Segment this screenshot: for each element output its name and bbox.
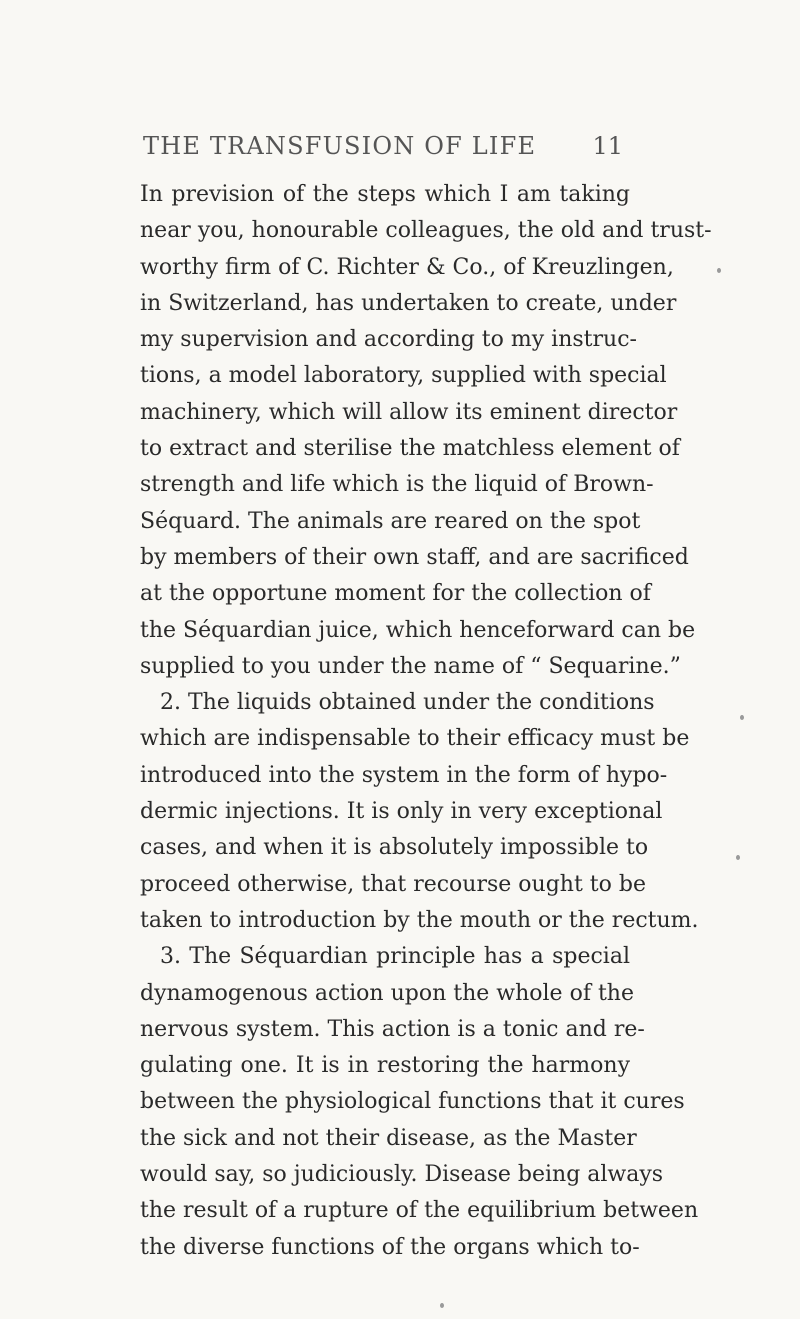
paper-speck bbox=[440, 1303, 444, 1308]
paragraph-3-start: 3. The Séquardian principle has a special bbox=[160, 944, 630, 970]
text-line: which are indispensable to their efficacy must be bbox=[140, 726, 690, 752]
paper-speck bbox=[717, 268, 721, 273]
paper-speck bbox=[740, 715, 744, 720]
running-title: THE TRANSFUSION OF LIFE bbox=[143, 132, 537, 160]
text-line: dermic injections. It is only in very exceptional bbox=[140, 799, 663, 825]
text-line: introduced into the system in the form of hypo- bbox=[140, 762, 668, 788]
page-header bbox=[143, 132, 623, 172]
page-number: 11 bbox=[592, 132, 623, 160]
text-line: between the physiological functions that it cures bbox=[140, 1089, 685, 1115]
text-line: at the opportune moment for the collection of bbox=[140, 581, 651, 607]
text-line: proceed otherwise, that recourse ought to be bbox=[140, 871, 646, 897]
paragraph-2-start: 2. The liquids obtained under the conditions bbox=[160, 690, 655, 716]
text-line: Séquard. The animals are reared on the spot bbox=[140, 508, 641, 534]
text-line: taken to introduction by the mouth or the rectum. bbox=[140, 907, 699, 933]
text-line: the result of a rupture of the equilibrium between bbox=[140, 1198, 699, 1224]
text-line: the sick and not their disease, as the Master bbox=[140, 1125, 637, 1151]
text-line: worthy firm of C. Richter & Co., of Kreuzlingen, bbox=[140, 254, 674, 280]
paper-speck bbox=[736, 855, 740, 860]
text-line: to extract and sterilise the matchless element of bbox=[140, 436, 680, 462]
text-line: cases, and when it is absolutely impossible to bbox=[140, 835, 649, 861]
text-line: gulating one. It is in restoring the harmony bbox=[140, 1053, 630, 1079]
text-line: dynamogenous action upon the whole of the bbox=[140, 980, 634, 1006]
text-line: the Séquardian juice, which henceforward can be bbox=[140, 617, 696, 643]
text-line: supplied to you under the name of “ Sequarine.” bbox=[140, 653, 681, 679]
text-line: strength and life which is the liquid of Brown- bbox=[140, 472, 654, 498]
text-line: would say, so judiciously. Disease being always bbox=[140, 1162, 664, 1188]
text-line: near you, honourable colleagues, the old and trust- bbox=[140, 218, 712, 244]
text-line: In prevision of the steps which I am taking bbox=[140, 182, 630, 207]
body-text bbox=[140, 177, 712, 1266]
text-line: tions, a model laboratory, supplied with special bbox=[140, 363, 667, 389]
text-line: machinery, which will allow its eminent director bbox=[140, 399, 678, 425]
text-line: my supervision and according to my instruc- bbox=[140, 327, 637, 353]
text-line: in Switzerland, has undertaken to create, under bbox=[140, 290, 677, 316]
text-line: the diverse functions of the organs which to- bbox=[140, 1234, 640, 1260]
text-line: nervous system. This action is a tonic and re- bbox=[140, 1016, 645, 1042]
text-line: by members of their own staff, and are sacrificed bbox=[140, 544, 689, 570]
